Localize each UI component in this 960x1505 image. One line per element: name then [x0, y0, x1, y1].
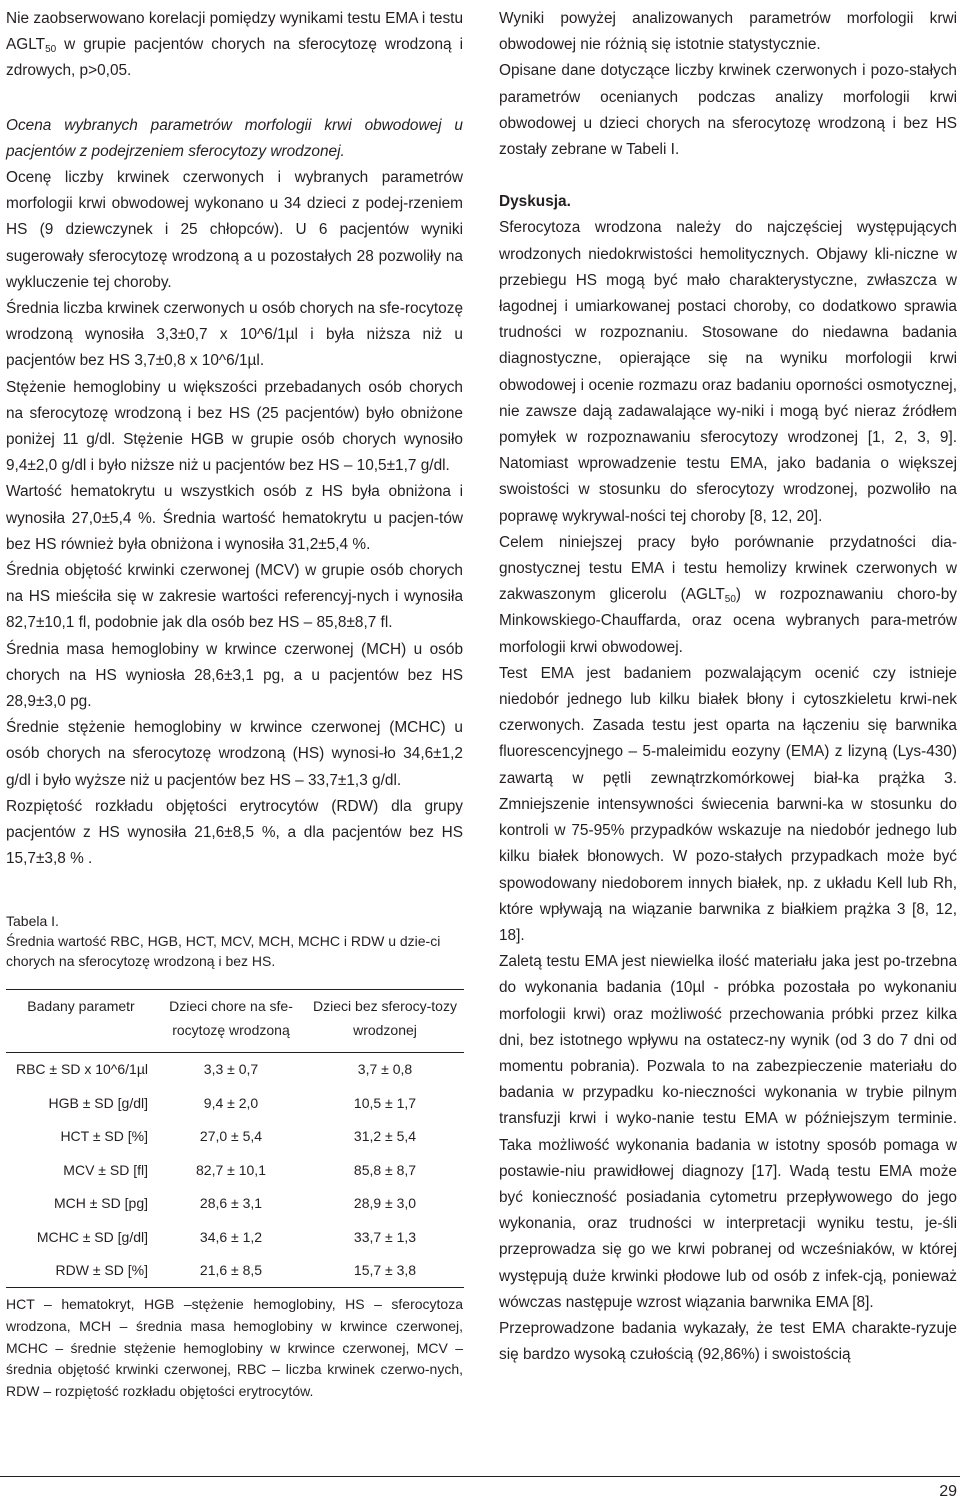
- paragraph-rdw: Rozpiętość rozkładu objętości erytrocytów (RDW) dla grupy pacjentów z HS wynosiła 21,6±8,5 %, a dla pacjentów bez HS 15,7±3,8 % .: [6, 797, 463, 868]
- row-value-non-hs: 28,9 ± 3,0: [353, 1195, 417, 1212]
- subscript: 50: [45, 44, 57, 56]
- row-value-hs: 34,6 ± 1,2: [199, 1228, 263, 1245]
- paragraph-study-results: Przeprowadzone badania wykazały, że test EMA charakte-ryzuje się bardzo wysoką czułością (92,86%) i swoistością: [499, 1319, 957, 1364]
- row-label: HGB ± SD [g/dl]: [48, 1094, 148, 1111]
- paragraph-ema-test: Test EMA jest badaniem pozwalającym ocenić czy istnieje niedobór jednego lub kilku białek błony i cytoszkieletu krwi-nek czerwonych. Zasada testu jest oparta na łączeniu się barwnika fluorescencyjnego – 5-maleimidu eozyny (EMA) z lizyną (Lys-430) zawartą w pętli zewnątrzkomórkowej biał-ka prążka 3. Zmniejszenie intensywności świecenia barwni-ka w stosunku do kontroli w 75-95% przypadków wskazuje na niedobór jednego lub kilku białek błonowych. W pozo-stałych przypadkach może być spowodowany niedoborem innych białek, np. z układu Kell lub Rh, które wpływają na wiązanie barwnika z białkiem prążka 3 [8, 12, 18].: [499, 664, 957, 944]
- spacer: [6, 873, 463, 911]
- table-caption: Średnia wartość RBC, HGB, HCT, MCV, MCH, MCHC i RDW u dzie-ci chorych na sferocytozę wrodzoną i bez HS.: [6, 932, 441, 969]
- table-row: [6, 1220, 464, 1254]
- paragraph-table-reference: Opisane dane dotyczące liczby krwinek czerwonych i pozo-stałych parametrów ocenianych podczas analizy morfologii krwi obwodowej u dzieci chorych na sferocytozę wrodzoną i bez HS zostały zebrane w Tabeli I.: [499, 62, 957, 159]
- row-label: HCT ± SD [%]: [60, 1128, 148, 1145]
- text: Celem niniejszej pracy było porównanie przydatności dia-gnostycznej testu EMA i testu hemolizy krwinek czerwonych w zakwaszonym glicerolu (AGLT: [499, 533, 957, 604]
- row-label: MCHC ± SD [g/dl]: [36, 1228, 148, 1245]
- paragraph-hematocrit: Wartość hematokrytu u wszystkich osób z HS była obniżona i wynosiła 27,0±5,4 %. Średnia wartość hematokrytu u pacjen-tów bez HS również była obniżona i wynosiła 31,2±5,4 %.: [6, 483, 463, 553]
- header-parameter: Badany parametr: [6, 989, 156, 1052]
- row-value-non-hs: 3,7 ± 0,8: [357, 1061, 413, 1078]
- paragraph-ema-advantages: Zaletą testu EMA jest niewielka ilość materiału jaka jest po-trzebna do wykonania badania (10µl - próbka pozostała po wykonaniu morfologii krwi) oraz możliwość przechowania próbki przez kilka dni, bez istotnego wpływu na ostatecz-ny wynik (od 3 do 7 dni od momentu pobrania). Pozwala to na zabezpieczenie materiału do badania w przypadku ko-nieczności wykonania w trybie pilnym transfuzji krwi i wyko-nanie testu EMA w późniejszym terminie. Taka możliwość wykonania badania w istotny sposób pomaga w postawie-niu prawidłowej diagnozy [17]. Wadą testu EMA może być konieczność posiadania cytometru przepływowego do jego wykonania, oraz trudności w interpretacji wyniku testu, je-śli przeprowadza się go we krwi pobranej od wcześniaków, w której występują duże krwinki płodowe lub od osób z infek-cją, ponieważ wówczas następuje wzrost wiązania barwnika EMA [8].: [499, 953, 957, 1311]
- table-row: [6, 1254, 464, 1288]
- text: w grupie pacjentów chorych na sferocytozę wrodzoną i zdrowych, p>0,05.: [6, 36, 463, 80]
- table-row: [6, 1086, 464, 1120]
- row-label: RDW ± SD [%]: [6, 1254, 156, 1288]
- page-number: 29: [939, 1483, 957, 1500]
- paragraph-mch: Średnia masa hemoglobiny w krwince czerwonej (MCH) u osób chorych na HS wyniosła 28,6±3,1 pg, a u pacjentów bez HS 28,9±3,0 pg.: [6, 640, 463, 711]
- paragraph-aim: [499, 530, 957, 661]
- table-row: [6, 1052, 464, 1086]
- text: Nie zaobserwowano korelacji pomiędzy wynikami testu EMA i testu AGLT: [6, 10, 463, 54]
- paragraph-mchc: Średnie stężenie hemoglobiny w krwince czerwonej (MCHC) u osób chorych na sferocytozę wrodzoną (HS) wynosi-ło 34,6±1,2 g/dl i było wyższe niż u pacjentów bez HS – 33,7±1,3 g/dl.: [6, 719, 463, 789]
- right-column: [499, 6, 957, 1368]
- text: ) w rozpoznawaniu choro-by Minkowskiego-Chauffarda, oraz ocena wybranych para-metrów morfologii krwi obwodowej.: [499, 586, 957, 656]
- row-value-hs: 9,4 ± 2,0: [203, 1094, 259, 1111]
- table-footnote: HCT – hematokryt, HGB –stężenie hemoglobiny, HS – sferocytoza wrodzona, MCH – średnia masa hemoglobiny w krwince czerwonej, MCHC – średnie stężenie hemoglobiny w krwince czerwonej, MCV – średnia objętość krwinki czerwonej, RBC – liczba krwinek czerwo-nych, RDW – rozpiętość rozkładu objętości erytrocytów.: [6, 1296, 463, 1400]
- footer-rule: [0, 1476, 960, 1477]
- spacer: [6, 85, 463, 113]
- paragraph-results-summary: Wyniki powyżej analizowanych parametrów morfologii krwi obwodowej nie różnią się istotnie statystycznie.: [499, 10, 957, 54]
- row-label: MCH ± SD [pg]: [53, 1195, 148, 1212]
- table-header-row: [6, 989, 464, 1052]
- row-value-non-hs: 33,7 ± 1,3: [353, 1228, 417, 1245]
- row-value-non-hs: 85,8 ± 8,7: [353, 1161, 417, 1178]
- row-label: MCV ± SD [fl]: [63, 1161, 148, 1178]
- paragraph-rbc-count: Ocenę liczby krwinek czerwonych i wybranych parametrów morfologii krwi obwodowej wykonano u 34 dzieci z podej-rzeniem HS (9 dziewczynek i 25 chłopców). U 6 pacjentów wyniki sugerowały sferocytozę wrodzoną a u pozostałych 28 pozwoliły na wykluczenie tej choroby.: [6, 169, 463, 291]
- discussion-heading: Dyskusja.: [499, 193, 571, 211]
- left-column: [6, 6, 463, 1403]
- table-row: [6, 1153, 464, 1187]
- header-non-hs-group: Dzieci bez sferocy-tozy wrodzonej: [306, 989, 464, 1052]
- row-label: RBC ± SD x 10^6/1µl: [15, 1061, 148, 1078]
- results-table: [6, 989, 464, 1289]
- paragraph-hemoglobin: Stężenie hemoglobiny u większości przebadanych osób chorych na sferocytozę wrodzoną i bez HS (25 pacjentów) było obniżone poniżej 11 g/dl. Stężenie HGB w grupie osób chorych wynosiło 9,4±2,0 g/dl i było niższe niż u pacjentów bez HS – 10,5±1,7 g/dl.: [6, 378, 463, 475]
- row-value-non-hs: 15,7 ± 3,8: [306, 1254, 464, 1288]
- paragraph-discussion-intro: Sferocytoza wrodzona należy do najczęściej występujących wrodzonych niedokrwistości hemolitycznych. Objawy kli-niczne w przebiegu HS mogą być mało charakterystyczne, zwłaszcza w łagodnej i umiarkowanej postaci choroby, co dodatkowo sprawia trudności w rozpoznaniu. Stosowane do niedawna badania diagnostyczne, opierające się na wyniku morfologii krwi obwodowej i ocenie rozmazu oraz badaniu oporności osmotycznej, nie zawsze dają zadawalające wy-niki i mogą być nieraz źródłem pomyłek w rozpoznawaniu sferocytozy wrodzonej [1, 2, 3, 9]. Natomiast wprowadzenie testu EMA, jako badania o większej swoistości w stosunku do sferocytozy wrodzonej, pozwoliło na poprawę wykrywal-ności tej choroby [8, 12, 20].: [499, 219, 957, 525]
- table-label: Tabela I.: [6, 912, 59, 929]
- row-value-hs: 27,0 ± 5,4: [199, 1128, 263, 1145]
- row-value-non-hs: 10,5 ± 1,7: [353, 1094, 417, 1111]
- row-value-non-hs: 31,2 ± 5,4: [353, 1128, 417, 1145]
- row-value-hs: 21,6 ± 8,5: [156, 1254, 306, 1288]
- spacer: [499, 163, 957, 189]
- section-heading: Ocena wybranych parametrów morfologii krwi obwodowej u pacjentów z podejrzeniem sferocytozy wrodzonej.: [6, 116, 463, 160]
- paragraph-mcv: Średnia objętość krwinki czerwonej (MCV) w grupie osób chorych na HS mieściła się w zakresie wartości referencyj-nych i wynosiła 82,7±10,1 fl, podobnie jak dla osób bez HS – 85,8±8,7 fl.: [6, 562, 463, 632]
- table-row: [6, 1120, 464, 1154]
- paragraph-rbc-mean: Średnia liczba krwinek czerwonych u osób chorych na sfe-rocytozę wrodzoną wynosiła 3,3±0,7 x 10^6/1µl i była niższa niż u pacjentów bez HS 3,7±0,8 x 10^6/1µl.: [6, 300, 463, 370]
- table-row: [6, 1187, 464, 1221]
- header-hs-group: Dzieci chore na sfe-rocytozę wrodzoną: [156, 989, 306, 1052]
- row-value-hs: 28,6 ± 3,1: [199, 1195, 263, 1212]
- paragraph-correlation: [6, 6, 463, 85]
- subscript: 50: [724, 594, 736, 606]
- row-value-hs: 3,3 ± 0,7: [203, 1061, 259, 1078]
- row-value-hs: 82,7 ± 10,1: [196, 1161, 266, 1178]
